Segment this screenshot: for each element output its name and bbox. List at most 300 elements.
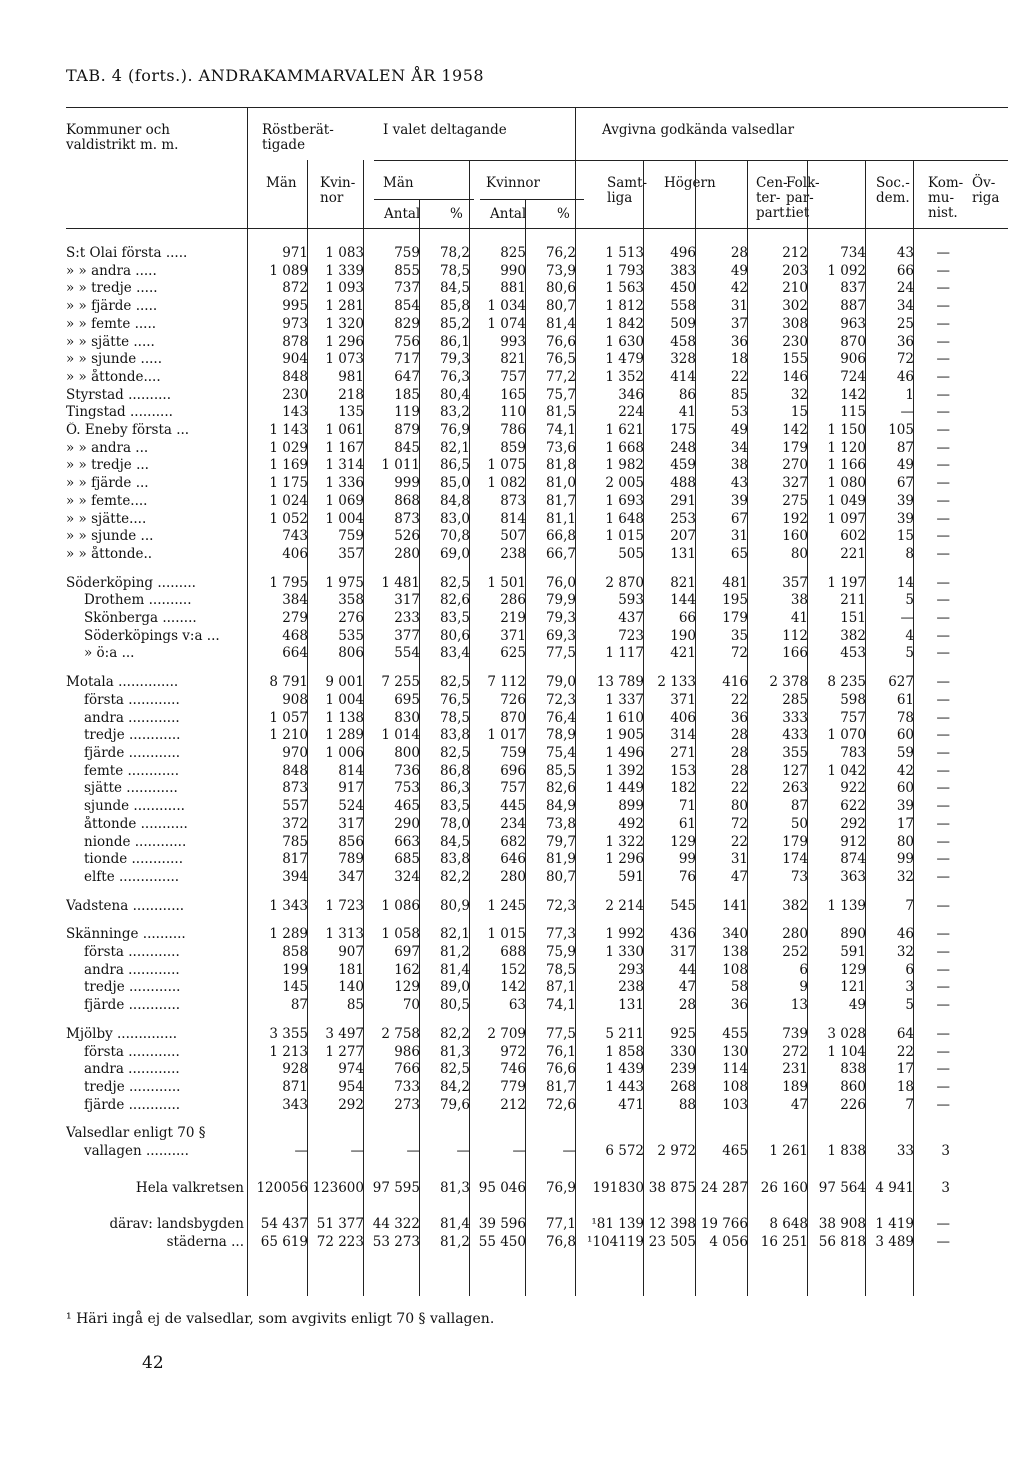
cell-value: 73,8 [545, 815, 576, 832]
cell-value: 219 [500, 610, 526, 627]
row-label: Skänninge .......... [66, 926, 186, 943]
cell-value: 838 [840, 1061, 866, 1078]
cell-value: 72 [730, 815, 748, 832]
cell-value: 990 [500, 262, 526, 279]
table-row [66, 1044, 950, 1062]
cell-value: 140 [338, 979, 364, 996]
cell-value: 682 [500, 833, 526, 850]
cell-value: 79,9 [545, 592, 576, 609]
cell-value: 76,9 [439, 422, 470, 439]
row-label: tionde ............ [84, 851, 183, 868]
cell-value: 1 513 [605, 245, 644, 261]
cell-value: 165 [500, 386, 526, 403]
cell-value: — [936, 528, 950, 545]
cell-value: 16 251 [760, 1234, 808, 1251]
cell-value: 275 [782, 492, 808, 509]
cell-value: 64 [896, 1025, 914, 1042]
cell-value: 1 052 [269, 510, 308, 527]
cell-value: 49 [848, 997, 866, 1014]
cell-value: 695 [394, 691, 420, 708]
cell-value: 272 [782, 1043, 808, 1060]
cell-value: 890 [840, 926, 866, 943]
cell-value: — [936, 333, 950, 350]
cell-value: 38 [730, 457, 748, 474]
cell-value: 58 [730, 979, 748, 996]
cell-value: 80,4 [439, 386, 470, 403]
cell-value: 108 [722, 961, 748, 978]
cell-value: 203 [782, 262, 808, 279]
cell-value: 86,5 [439, 457, 470, 474]
cell-value: 1 092 [827, 262, 866, 279]
cell-value: 759 [394, 245, 420, 261]
cell-value: 535 [338, 627, 364, 644]
cell-value: — [936, 404, 950, 421]
cell-value: 76,3 [439, 368, 470, 385]
cell-value: 1 842 [605, 315, 644, 332]
cell-value: 22 [896, 1043, 914, 1060]
cell-value: 357 [782, 574, 808, 591]
cell-value: 28 [678, 997, 696, 1014]
cell-value: — [936, 833, 950, 850]
table-row [66, 334, 950, 352]
cell-value: 268 [670, 1078, 696, 1095]
cell-value: 41 [678, 404, 696, 421]
cell-value: 1 330 [605, 944, 644, 961]
cell-value: 77,5 [545, 645, 576, 662]
cell-value: 46 [896, 926, 914, 943]
cell-value: 1 668 [605, 439, 644, 456]
cell-value: 993 [500, 333, 526, 350]
cell-value: 87,1 [545, 979, 576, 996]
cell-value: 36 [896, 333, 914, 350]
cell-value: 496 [670, 245, 696, 261]
cell-value: 973 [282, 315, 308, 332]
cell-value: 39 [896, 510, 914, 527]
cell-value: 66,8 [545, 528, 576, 545]
cell-value: — [936, 422, 950, 439]
cell-value: 84,8 [439, 492, 470, 509]
cell-value: 1 336 [325, 475, 364, 492]
cell-value: 481 [722, 574, 748, 591]
cell-value: 226 [840, 1096, 866, 1113]
row-label: därav: landsbygden [109, 1216, 244, 1233]
table-row [66, 280, 950, 298]
cell-value: 1 004 [325, 510, 364, 527]
cell-value: 848 [282, 368, 308, 385]
cell-value: 78,5 [545, 961, 576, 978]
cell-value: 873 [500, 492, 526, 509]
cell-value: 22 [730, 780, 748, 797]
table-row [66, 245, 950, 263]
cell-value: 817 [282, 851, 308, 868]
cell-value: 759 [500, 744, 526, 761]
cell-value: 119 [394, 404, 420, 421]
cell-value: 1 139 [827, 897, 866, 914]
cell-value: 783 [840, 744, 866, 761]
table-row [66, 404, 950, 422]
header-folk: Folk-par-tiet [786, 175, 820, 221]
cell-value: 406 [670, 709, 696, 726]
cell-value: 7 255 [381, 674, 420, 691]
cell-value: 739 [782, 1025, 808, 1042]
cell-value: 69,3 [545, 627, 576, 644]
cell-value: 854 [394, 298, 420, 315]
cell-value: 871 [282, 1078, 308, 1095]
row-label: nionde ............ [84, 833, 187, 850]
spacer-row [66, 1197, 950, 1216]
cell-value: 757 [500, 780, 526, 797]
cell-value: 37 [730, 315, 748, 332]
cell-value: 1 419 [875, 1216, 914, 1233]
cell-value: 1 150 [827, 422, 866, 439]
cell-value: — [936, 386, 950, 403]
cell-value: 43 [730, 475, 748, 492]
cell-value: 1 070 [827, 727, 866, 744]
cell-value: 1 004 [325, 691, 364, 708]
cell-value: 1 069 [325, 492, 364, 509]
cell-value: 131 [670, 545, 696, 562]
cell-value: — [936, 1025, 950, 1042]
cell-value: 925 [670, 1025, 696, 1042]
row-label: S:t Olai första ..... [66, 245, 188, 261]
cell-value: 308 [782, 315, 808, 332]
cell-value: 7 [905, 897, 914, 914]
cell-value: 785 [282, 833, 308, 850]
cell-value: 78,5 [439, 709, 470, 726]
cell-value: 1 630 [605, 333, 644, 350]
cell-value: 210 [782, 280, 808, 297]
cell-value: 19 766 [700, 1216, 748, 1233]
cell-value: 870 [500, 709, 526, 726]
cell-value: — [936, 691, 950, 708]
cell-value [576, 1125, 644, 1143]
spacer-row [66, 915, 950, 926]
cell-value: 83,8 [439, 727, 470, 744]
row-label: Skönberga ........ [84, 610, 197, 627]
header-man2: Män [383, 175, 414, 191]
cell-value: 873 [394, 510, 420, 527]
cell-value: 103 [722, 1096, 748, 1113]
cell-value: 346 [618, 386, 644, 403]
row-label: fjärde ............ [84, 1096, 181, 1113]
row-label: andra ............ [84, 1061, 180, 1078]
cell-value: 28 [730, 762, 748, 779]
cell-value: 70,8 [439, 528, 470, 545]
cell-value: — [456, 1143, 470, 1160]
cell-value: 1 011 [381, 457, 420, 474]
cell-value: 1 097 [827, 510, 866, 527]
row-label: » » fjärde ... [66, 475, 149, 492]
cell-value: 34 [730, 439, 748, 456]
cell-value: 120056 [256, 1179, 308, 1196]
cell-value: 928 [282, 1061, 308, 1078]
cell-value: — [936, 815, 950, 832]
cell-value: — [936, 709, 950, 726]
cell-value: 5 [905, 997, 914, 1014]
cell-value: 80,5 [439, 997, 470, 1014]
cell-value: 1 175 [269, 475, 308, 492]
cell-value: 821 [500, 351, 526, 368]
cell-value: 8 648 [769, 1216, 808, 1233]
table-row [66, 592, 950, 610]
cell-value: 76 [678, 868, 696, 885]
row-label: Tingstad .......... [66, 404, 173, 421]
cell-value: 72 223 [316, 1234, 364, 1251]
cell-value: 73,6 [545, 439, 576, 456]
cell-value: 105 [888, 422, 914, 439]
table-row [66, 898, 950, 916]
cell-value: — [936, 727, 950, 744]
cell-value: 355 [782, 744, 808, 761]
row-label: sjunde ............ [84, 798, 185, 815]
cell-value: — [936, 798, 950, 815]
cell-value: 1 339 [325, 262, 364, 279]
cell-value: 845 [394, 439, 420, 456]
cell-value: 974 [338, 1061, 364, 1078]
cell-value: 179 [782, 439, 808, 456]
cell-value: 39 [896, 492, 914, 509]
cell-value: 1 017 [487, 727, 526, 744]
header-samtliga: Samt-liga [607, 175, 648, 206]
cell-value: 179 [722, 610, 748, 627]
cell-value: — [936, 475, 950, 492]
row-label: Söderköping ......... [66, 574, 196, 591]
cell-value: 15 [896, 528, 914, 545]
row-label: » » sjätte.... [66, 510, 147, 527]
cell-value: 207 [670, 528, 696, 545]
cell-value: 1 443 [605, 1078, 644, 1095]
cell-value: 12 398 [648, 1216, 696, 1233]
row-label: första ............ [84, 944, 180, 961]
cell-value: 76,6 [545, 1061, 576, 1078]
cell-value: 82,5 [439, 744, 470, 761]
cell-value: 273 [394, 1096, 420, 1113]
cell-value: 22 [730, 691, 748, 708]
cell-value: 1 905 [605, 727, 644, 744]
cell-value: 8 791 [269, 674, 308, 691]
cell-value: 1 858 [605, 1043, 644, 1060]
cell-value: 131 [618, 997, 644, 1014]
cell-value: 195 [722, 592, 748, 609]
cell-value: 821 [670, 574, 696, 591]
cell-value: 5 [905, 592, 914, 609]
cell-value: 49 [730, 262, 748, 279]
cell-value: 76,9 [545, 1179, 576, 1196]
cell-value: 28 [730, 744, 748, 761]
cell-value: 114 [722, 1061, 748, 1078]
row-label: » » femte ..... [66, 315, 157, 332]
cell-value: 84,5 [439, 833, 470, 850]
cell-value: 591 [618, 868, 644, 885]
table-row [66, 763, 950, 781]
cell-value: 166 [782, 645, 808, 662]
row-label: vallagen .......... [84, 1143, 189, 1160]
cell-value: 28 [730, 727, 748, 744]
spacer-row [66, 1015, 950, 1026]
cell-value: 190 [670, 627, 696, 644]
header-antal: Antal [384, 206, 421, 222]
cell-value: — [936, 574, 950, 591]
row-label: Hela valkretsen [135, 1179, 244, 1196]
cell-value: 981 [338, 368, 364, 385]
cell-value: 55 450 [478, 1234, 526, 1251]
cell-value: 87 [896, 439, 914, 456]
cell-value: 280 [500, 868, 526, 885]
cell-value: 471 [618, 1096, 644, 1113]
cell-value: 789 [338, 851, 364, 868]
cell-value: 84,9 [545, 798, 576, 815]
cell-value: 972 [500, 1043, 526, 1060]
cell-value: 80 [790, 545, 808, 562]
cell-value: 75,4 [545, 744, 576, 761]
cell-value: 872 [282, 280, 308, 297]
cell-value: 736 [394, 762, 420, 779]
cell-value: 144 [670, 592, 696, 609]
cell-value: 314 [670, 727, 696, 744]
cell-value: 15 [790, 404, 808, 421]
cell-value: 734 [840, 245, 866, 261]
cell-value: 421 [670, 645, 696, 662]
header-rostberattigade: Röstberät-tigade [262, 122, 334, 153]
cell-value: 873 [282, 780, 308, 797]
row-label: » » femte.... [66, 492, 148, 509]
cell-value: 1 083 [325, 245, 364, 261]
cell-value [914, 1125, 950, 1143]
cell-value: 28 [730, 245, 748, 261]
cell-value: 76,5 [545, 351, 576, 368]
cell-value: 129 [670, 833, 696, 850]
cell-value: 38 908 [818, 1216, 866, 1233]
cell-value: ¹104119 [587, 1234, 644, 1251]
cell-value: 82,1 [439, 439, 470, 456]
cell-value: 2 214 [605, 897, 644, 914]
cell-value: 848 [282, 762, 308, 779]
cell-value: 591 [840, 944, 866, 961]
cell-value: 899 [618, 798, 644, 815]
cell-value: 80 [896, 833, 914, 850]
cell-value: 384 [282, 592, 308, 609]
cell-value: 1 143 [269, 422, 308, 439]
cell-value: 382 [840, 627, 866, 644]
cell-value: 7 112 [487, 674, 526, 691]
cell-value: 146 [782, 368, 808, 385]
spacer-row [66, 663, 950, 674]
cell-value: 44 [678, 961, 696, 978]
cell-value: 63 [508, 997, 526, 1014]
cell-value: 1 210 [269, 727, 308, 744]
cell-value: 922 [840, 780, 866, 797]
cell-value: 646 [500, 851, 526, 868]
cell-value: 1 169 [269, 457, 308, 474]
cell-value: 75,9 [545, 944, 576, 961]
cell-value: 1 015 [605, 528, 644, 545]
cell-value: 1 261 [769, 1143, 808, 1160]
cell-value: 879 [394, 422, 420, 439]
cell-value: 526 [394, 528, 420, 545]
cell-value: 1 838 [827, 1143, 866, 1160]
cell-value: 437 [618, 610, 644, 627]
table-row [66, 1216, 950, 1234]
cell-value: 664 [282, 645, 308, 662]
cell-value: 3 [905, 979, 914, 996]
table-row [66, 979, 950, 997]
cell-value: 766 [394, 1061, 420, 1078]
cell-value: 31 [730, 298, 748, 315]
cell-value: 82,6 [545, 780, 576, 797]
cell-value: 234 [500, 815, 526, 832]
cell-value: 806 [338, 645, 364, 662]
cell-value: 85 [346, 997, 364, 1014]
cell-value: 138 [722, 944, 748, 961]
cell-value: 231 [782, 1061, 808, 1078]
cell-value: 66 [896, 262, 914, 279]
cell-value: 80,9 [439, 897, 470, 914]
table-row [66, 1180, 950, 1198]
cell-value: 1 104 [827, 1043, 866, 1060]
header-pct: % [450, 206, 463, 222]
table-row [66, 1061, 950, 1079]
cell-value: 141 [722, 897, 748, 914]
row-label: andra ............ [84, 961, 180, 978]
cell-value: 36 [730, 997, 748, 1014]
cell-value: 455 [722, 1025, 748, 1042]
cell-value: 42 [896, 762, 914, 779]
cell-value: 1 481 [381, 574, 420, 591]
cell-value: 1 080 [827, 475, 866, 492]
cell-value: 192 [782, 510, 808, 527]
cell-value: ¹81 139 [591, 1216, 644, 1233]
cell-value: 53 273 [372, 1234, 420, 1251]
cell-value: 724 [840, 368, 866, 385]
cell-value: 859 [500, 439, 526, 456]
cell-value: 82,5 [439, 1061, 470, 1078]
cell-value: 81,0 [545, 475, 576, 492]
header-pct2: % [557, 206, 570, 222]
cell-value: 83,5 [439, 798, 470, 815]
cell-value [364, 1125, 420, 1143]
cell-value: 77,2 [545, 368, 576, 385]
header-soc: Soc.-dem. [876, 175, 910, 206]
table-row [66, 351, 950, 369]
cell-value: 1 337 [605, 691, 644, 708]
cell-value: 414 [670, 368, 696, 385]
cell-value: 81,1 [545, 510, 576, 527]
cell-value: 492 [618, 815, 644, 832]
cell-value: 83,2 [439, 404, 470, 421]
cell-value: — [562, 1143, 576, 1160]
cell-value: 108 [722, 1078, 748, 1095]
cell-value: — [936, 592, 950, 609]
header-kvinnor: Kvin-nor [320, 175, 356, 206]
cell-value: 406 [282, 545, 308, 562]
cell-value: 602 [840, 528, 866, 545]
cell-value: 71 [678, 798, 696, 815]
table-row [66, 369, 950, 387]
row-label: » » tredje ..... [66, 280, 158, 297]
cell-value: 954 [338, 1078, 364, 1095]
cell-value: 81,5 [545, 404, 576, 421]
cell-value: 912 [840, 833, 866, 850]
spacer-row [66, 1161, 950, 1180]
cell-value: 110 [500, 404, 526, 421]
cell-value: 4 [905, 627, 914, 644]
footnote: ¹ Häri ingå ej de valsedlar, som avgivits enligt 70 § vallagen. [66, 1311, 495, 1327]
cell-value: 280 [782, 926, 808, 943]
cell-value: 459 [670, 457, 696, 474]
cell-value: 383 [670, 262, 696, 279]
cell-value: 270 [782, 457, 808, 474]
cell-value: 1 496 [605, 744, 644, 761]
